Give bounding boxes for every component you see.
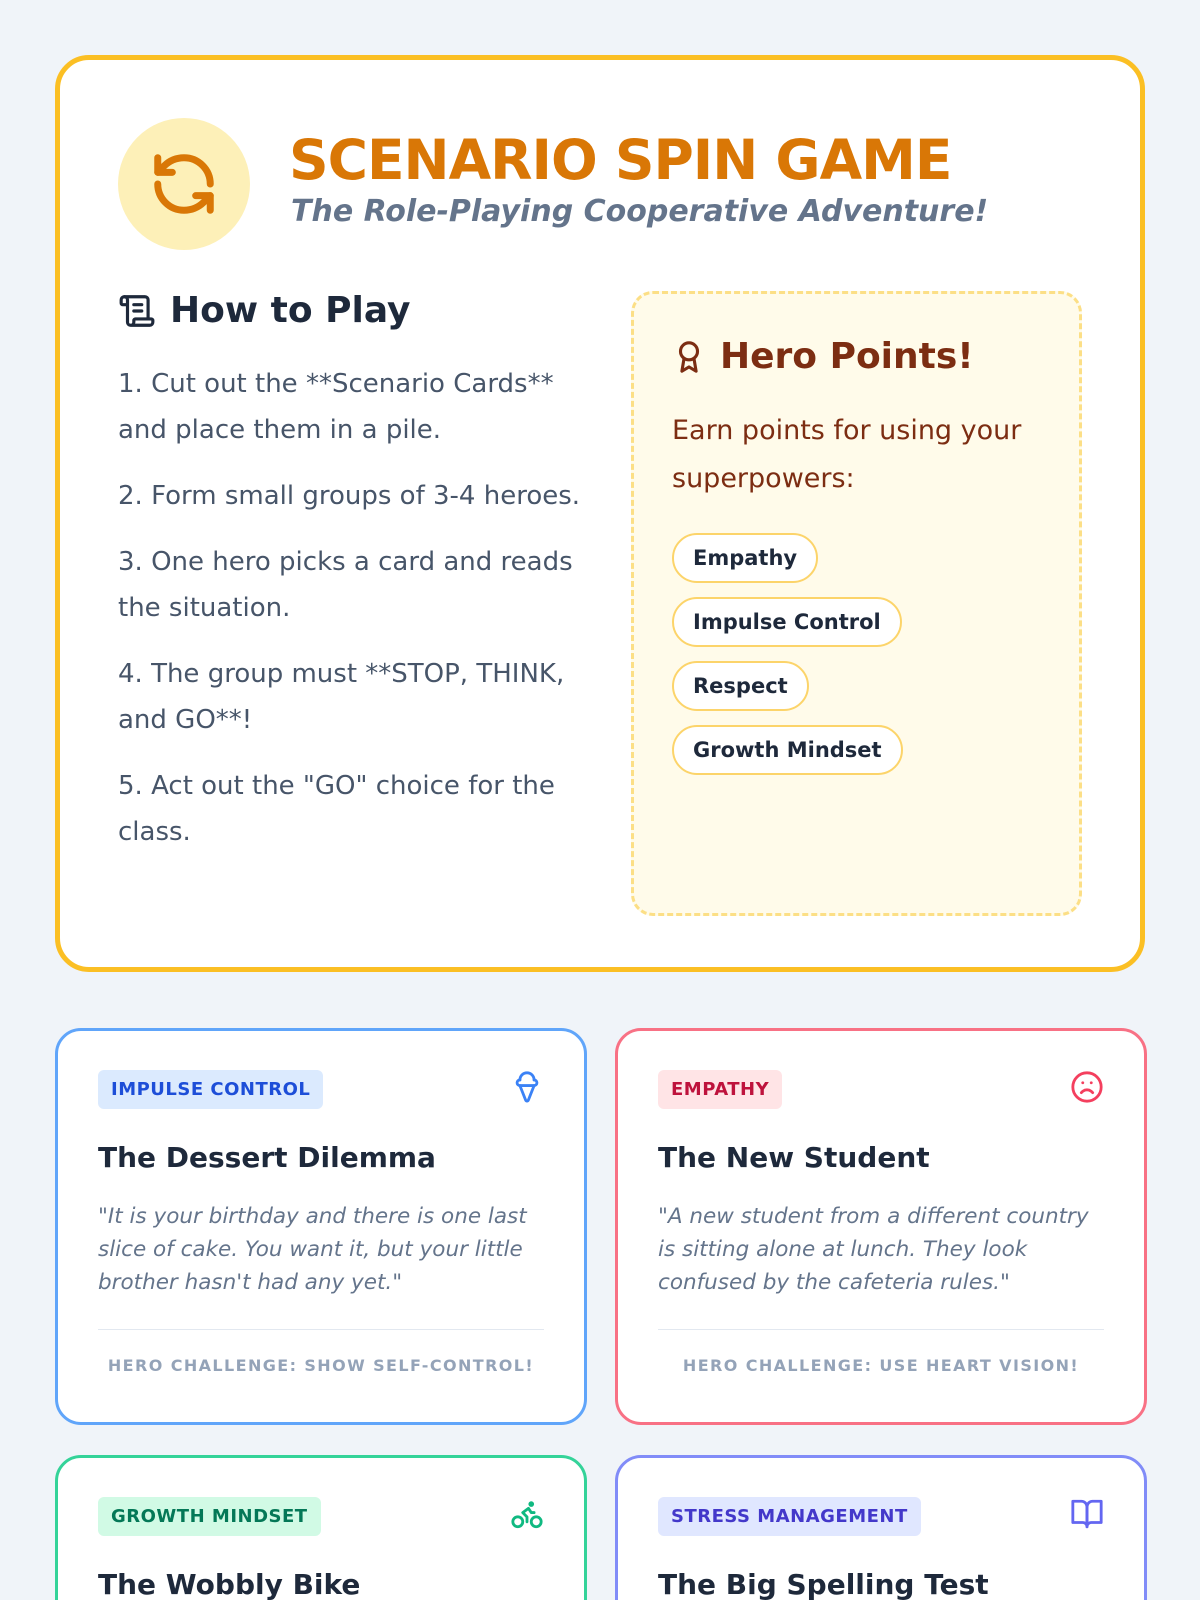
scenario-card[interactable] <box>55 1028 587 1425</box>
refresh-icon <box>149 149 219 219</box>
how-to-play-section <box>118 290 588 875</box>
step-item: 4. The group must **STOP, THINK, and GO**! <box>118 659 565 735</box>
superpower-pills <box>672 533 1041 789</box>
game-logo <box>118 118 250 250</box>
game-intro-card <box>55 55 1145 972</box>
award-icon <box>672 340 706 374</box>
sad-face-icon <box>1070 1070 1104 1104</box>
hero-points-heading <box>672 336 1041 377</box>
step-item: 3. One hero picks a card and reads the situation. <box>118 547 573 623</box>
steps-list <box>118 361 588 855</box>
ice-cream-icon <box>510 1070 544 1104</box>
pill-growth-mindset: Growth Mindset <box>672 725 903 775</box>
category-tag: IMPULSE CONTROL <box>98 1070 323 1109</box>
how-to-play-title: How to Play <box>170 290 411 331</box>
scenario-card[interactable] <box>615 1028 1147 1425</box>
page-title: SCENARIO SPIN GAME <box>289 128 952 192</box>
how-to-play-heading <box>118 290 588 331</box>
category-tag: GROWTH MINDSET <box>98 1497 321 1536</box>
pill-impulse-control: Impulse Control <box>672 597 902 647</box>
card-title: The Dessert Dilemma <box>98 1141 436 1174</box>
card-title: The Big Spelling Test <box>658 1568 989 1600</box>
card-challenge: HERO CHALLENGE: SHOW SELF-CONTROL! <box>107 1356 535 1375</box>
bike-icon <box>510 1497 544 1531</box>
page-subtitle: The Role-Playing Cooperative Adventure! <box>291 194 989 229</box>
step-item: 5. Act out the "GO" choice for the class. <box>118 771 555 847</box>
book-icon <box>1070 1497 1104 1531</box>
step-item: 1. Cut out the **Scenario Cards** and place them in a pile. <box>118 369 554 445</box>
category-tag: STRESS MANAGEMENT <box>658 1497 921 1536</box>
category-tag: EMPATHY <box>658 1070 782 1109</box>
pill-respect: Respect <box>672 661 809 711</box>
hero-points-title: Hero Points! <box>720 336 974 377</box>
hero-points-description: Earn points for using your superpowers: <box>672 415 1022 494</box>
scroll-icon <box>118 292 156 330</box>
step-item: 2. Form small groups of 3-4 heroes. <box>118 481 581 511</box>
card-challenge: HERO CHALLENGE: USE HEART VISION! <box>682 1356 1080 1375</box>
scenario-card[interactable] <box>55 1455 587 1600</box>
card-scenario-text: "It is your birthday and there is one last slice of cake. You want it, but your little brother hasn't had any yet." <box>98 1200 544 1330</box>
pill-empathy: Empathy <box>672 533 818 583</box>
hero-points-panel <box>631 291 1082 916</box>
card-scenario-text: "A new student from a different country is sitting alone at lunch. They look confused by the cafeteria rules." <box>658 1200 1104 1330</box>
card-title: The New Student <box>658 1141 930 1174</box>
card-title: The Wobbly Bike <box>98 1568 361 1600</box>
scenario-card[interactable] <box>615 1455 1147 1600</box>
